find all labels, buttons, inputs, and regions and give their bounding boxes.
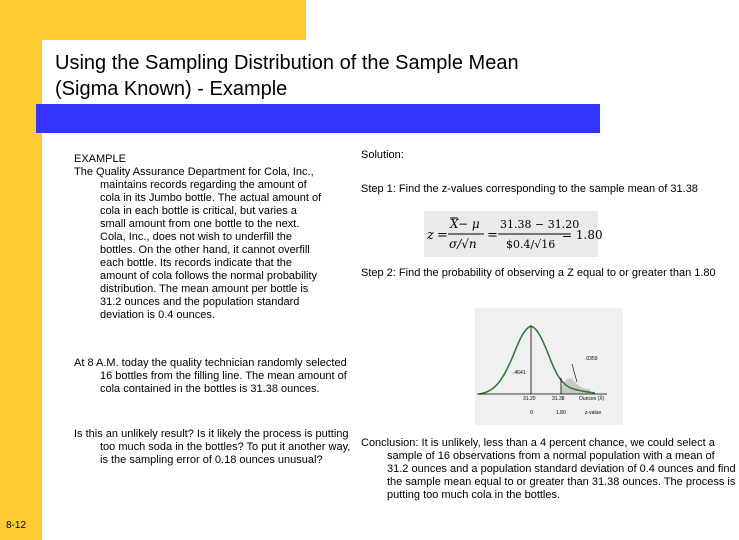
area-left-label: .4641 bbox=[513, 370, 526, 376]
z-axis-label: z-value bbox=[585, 410, 602, 416]
slide-number: 8-12 bbox=[6, 520, 27, 531]
formula-xbar: X bbox=[450, 217, 459, 231]
solution-label: Solution: bbox=[361, 149, 404, 161]
technician-paragraph: At 8 A.M. today the quality technician randomly selected 16 bottles from the filling line. The mean amount of cola contained in the bottles is 31.38 ounces. bbox=[74, 357, 347, 395]
normal-distribution-figure bbox=[475, 308, 623, 425]
formula-numerator: 31.38 − 31.20 bbox=[500, 218, 580, 231]
slide-title bbox=[55, 50, 695, 102]
title-underline-band bbox=[36, 104, 600, 133]
formula-result: = 1.80 bbox=[562, 228, 603, 242]
conclusion-text: Conclusion: It is unlikely, less than a 4 percent chance, we could select a sample of 16 observations from a normal population with a mean of 31.2 ounces and a population standard deviation of 0.4 ounces and find the sample mean equal to or greater than 31.38 ounces. The process is putting too much cola in the bottles. bbox=[361, 437, 736, 501]
question-paragraph: Is this an unlikely result? Is it likely the process is putting too much soda in the bottles? To put it another way, is the sampling error of 0.18 ounces unusual? bbox=[74, 428, 351, 466]
title-line-1: Using the Sampling Distribution of the Sample Mean bbox=[55, 52, 519, 74]
top-accent-band bbox=[0, 0, 306, 40]
area-tail-label: .0359 bbox=[585, 356, 598, 362]
step-1-text: Step 1: Find the z-values corresponding to the sample mean of 31.38 bbox=[361, 183, 698, 195]
example-body: The Quality Assurance Department for Cola, Inc., maintains records regarding the amount of cola in its Jumbo bottle. The actual amount of cola in each bottle is critical, but varies a small amount from one bottle to the next. Cola, Inc., does not wish to underfill the bottles. On the other hand, it cannot overfill each bottle. Its records indicate that the amount of cola follows the normal probability distribution. The mean amount per bottle is 31.2 ounces and the population standard deviation is 0.4 ounces. bbox=[74, 166, 322, 321]
formula-sigma-sqrt-n: σ/√n bbox=[449, 237, 477, 251]
title-line-2: (Sigma Known) - Example bbox=[55, 78, 288, 100]
tick-z0-label: 0 bbox=[530, 410, 533, 416]
normal-curve bbox=[479, 326, 595, 394]
left-accent-bar bbox=[0, 0, 42, 540]
formula-eq-2: = bbox=[487, 228, 498, 243]
z-formula-image bbox=[424, 211, 603, 257]
axis-label-ounces: Ounces (X̄) bbox=[579, 396, 605, 402]
tail-pointer bbox=[572, 364, 577, 382]
formula-z: z bbox=[427, 228, 434, 243]
tick-z1-label: 1.80 bbox=[556, 410, 566, 416]
step-2-text: Step 2: Find the probability of observing a Z equal to or greater than 1.80 bbox=[361, 267, 716, 279]
formula-minus-mu: − μ bbox=[458, 217, 480, 231]
tick-sample-label: 31.38 bbox=[552, 396, 565, 402]
formula-eq-1: = bbox=[437, 228, 448, 243]
example-paragraph bbox=[74, 153, 324, 322]
tick-mean-label: 31.20 bbox=[523, 396, 536, 402]
formula-denominator: $0.4/√16 bbox=[506, 238, 556, 251]
example-heading: EXAMPLE bbox=[74, 153, 126, 165]
